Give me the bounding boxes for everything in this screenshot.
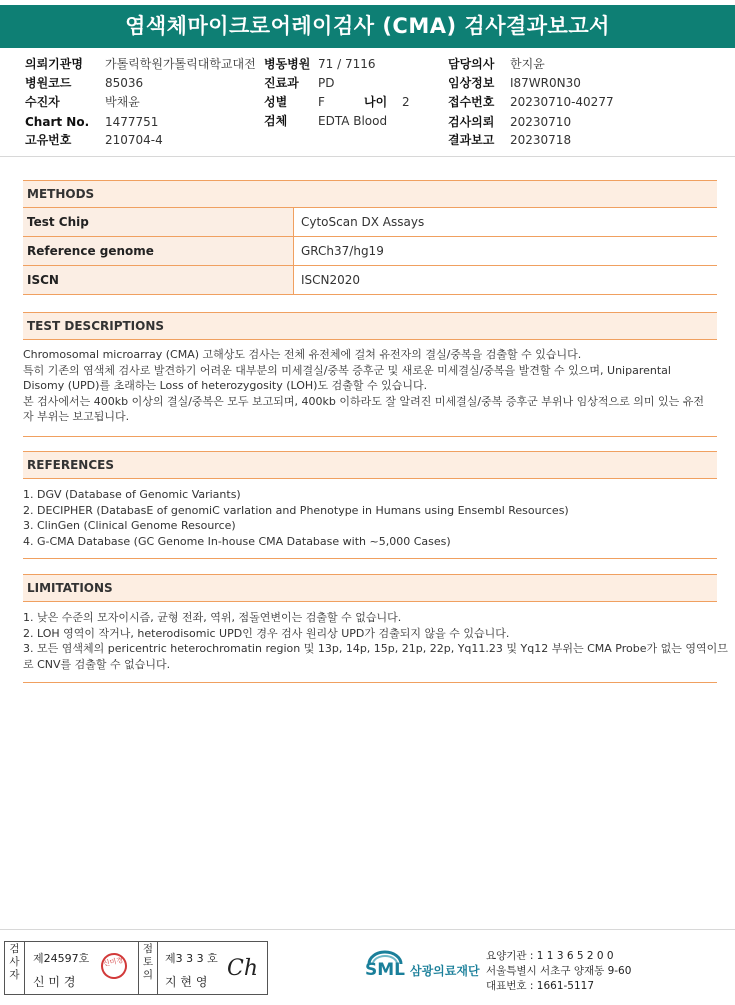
doctor-value: 한지윤	[510, 57, 545, 71]
examiner-stamp: 신미경	[99, 951, 130, 982]
test-descriptions-line: 본 검사에서는 400kb 이상의 결실/중복은 모두 보고되며, 400kb 이하라도 잘 알려진 미세결실/중복 증후군 부위나 임상적으로 의미 있는 유전	[23, 394, 704, 408]
chart-value: 1477751	[105, 115, 159, 129]
references-list	[23, 487, 717, 549]
limitation-item: 로 CNV를 검출할 수 없습니다.	[23, 657, 171, 671]
references-heading: REFERENCES	[23, 451, 717, 479]
methods-row-divider	[293, 208, 294, 236]
approver-label-text: 점 토 의	[142, 943, 154, 981]
reference-item: 4. G-CMA Database (GC Genome In-house CMA Database with ~5,000 Cases)	[23, 534, 451, 548]
specimen-value: EDTA Blood	[318, 114, 388, 128]
sml-logo	[365, 948, 480, 988]
approver-name: 지 현 영	[165, 975, 208, 989]
test-descriptions-line: Chromosomal microarray (CMA) 고해상도 검사는 전체 유전체에 걸쳐 유전자의 결실/중복을 검출할 수 있습니다.	[23, 348, 582, 361]
org-name: 삼광의료재단	[410, 964, 480, 978]
request-value: 20230710	[510, 115, 572, 129]
test-descriptions-end	[23, 436, 717, 437]
clinical-label: 임상정보	[448, 76, 495, 90]
signature-box	[4, 941, 268, 995]
chart-label: Chart No.	[25, 115, 90, 129]
age-value: 2	[402, 95, 410, 109]
hospital-code-label: 병원코드	[25, 76, 72, 90]
limitations-list	[23, 610, 728, 672]
reference-item: 2. DECIPHER (DatabasE of genomiC varIation and Phenotype in Humans using Ensembl Resources)	[23, 503, 569, 517]
test-descriptions-body	[23, 347, 717, 425]
org-address: 서울특별시 서초구 양재동 9-60	[486, 965, 632, 977]
methods-row-value: GRCh37/hg19	[301, 244, 384, 258]
header-divider	[0, 156, 735, 157]
methods-row-divider	[293, 266, 294, 294]
sml-logo-text: SML	[365, 960, 405, 980]
receipt-label: 접수번호	[448, 95, 495, 109]
approver-label	[138, 942, 158, 994]
recipient-value: 박채윤	[105, 95, 140, 109]
limitations-end	[23, 682, 717, 683]
methods-row-label: Test Chip	[23, 208, 293, 236]
hospital-code-value: 85036	[105, 76, 144, 90]
reference-item: 3. ClinGen (Clinical Genome Resource)	[23, 519, 236, 532]
receipt-value: 20230710-40277	[510, 95, 614, 109]
institution-label: 의뢰기관명	[25, 57, 83, 71]
examiner-name: 신 미 경	[33, 975, 76, 989]
clinical-value: I87WR0N30	[510, 76, 581, 90]
approver-signature: Ch	[227, 956, 259, 981]
org-code: 요양기관 : 1 1 3 6 5 2 0 0	[486, 950, 614, 962]
methods-row-value: ISCN2020	[301, 273, 361, 287]
request-label: 검사의뢰	[448, 115, 495, 129]
footer-divider	[0, 929, 735, 930]
doctor-label: 담당의사	[448, 57, 495, 71]
reference-item: 1. DGV (Database of Genomic Variants)	[23, 488, 241, 501]
test-descriptions-line: Disomy (UPD)를 초래하는 Loss of heterozygosity (LOH)도 검출할 수 있습니다.	[23, 379, 428, 392]
methods-row	[23, 266, 717, 295]
examiner-label	[5, 942, 25, 994]
test-descriptions-heading: TEST DESCRIPTIONS	[23, 312, 717, 340]
methods-row-label: ISCN	[23, 266, 293, 294]
unique-label: 고유번호	[25, 133, 72, 147]
approver-license: 제3 3 3 호	[165, 952, 218, 965]
examiner-license: 제24597호	[33, 952, 90, 965]
methods-heading: METHODS	[23, 180, 717, 208]
institution-value: 가톨릭학원가톨릭대학교대전	[105, 57, 256, 71]
methods-row	[23, 208, 717, 237]
report-title: 염색체마이크로어레이검사 (CMA) 검사결과보고서	[0, 5, 735, 48]
examiner-label-text: 검 사 자	[9, 943, 20, 981]
dept-value: PD	[318, 76, 335, 90]
limitation-item: 2. LOH 영역이 작거나, heterodisomic UPD인 경우 검사 원리상 UPD가 검출되지 않을 수 있습니다.	[23, 626, 510, 640]
sex-value: F	[318, 95, 325, 109]
org-phone: 대표번호 : 1661-5117	[486, 980, 595, 992]
report-date-label: 결과보고	[448, 133, 495, 147]
test-descriptions-line: 자 부위는 보고됩니다.	[23, 410, 130, 423]
limitation-item: 1. 낮은 수준의 모자이시즘, 균형 전좌, 역위, 점돌연변이는 검출할 수 없습니다.	[23, 611, 402, 624]
recipient-label: 수진자	[25, 95, 60, 109]
methods-row	[23, 237, 717, 266]
test-descriptions-line: 특히 기존의 염색체 검사로 발견하기 어려운 대부분의 미세결실/중복 증후군 및 새로운 미세결실/중복을 발견할 수 있으며, Uniparental	[23, 363, 671, 377]
ward-label: 병동병원	[264, 57, 311, 71]
specimen-label: 검체	[264, 114, 288, 128]
limitation-item: 3. 모든 염색체의 pericentric heterochromatin region 및 13p, 14p, 15p, 21p, 22p, Yq11.23 및 Yq12 부위는 CMA Probe가 없는 영역이므	[23, 642, 728, 655]
methods-row-label: Reference genome	[23, 237, 293, 265]
unique-value: 210704-4	[105, 133, 163, 147]
sex-label: 성별	[264, 95, 288, 109]
limitations-heading: LIMITATIONS	[23, 574, 717, 602]
ward-value: 71 / 7116	[318, 57, 376, 71]
report-date-value: 20230718	[510, 133, 572, 147]
age-label: 나이	[364, 95, 388, 109]
references-end	[23, 558, 717, 559]
dept-label: 진료과	[264, 76, 299, 90]
methods-row-value: CytoScan DX Assays	[301, 215, 425, 229]
methods-row-divider	[293, 237, 294, 265]
